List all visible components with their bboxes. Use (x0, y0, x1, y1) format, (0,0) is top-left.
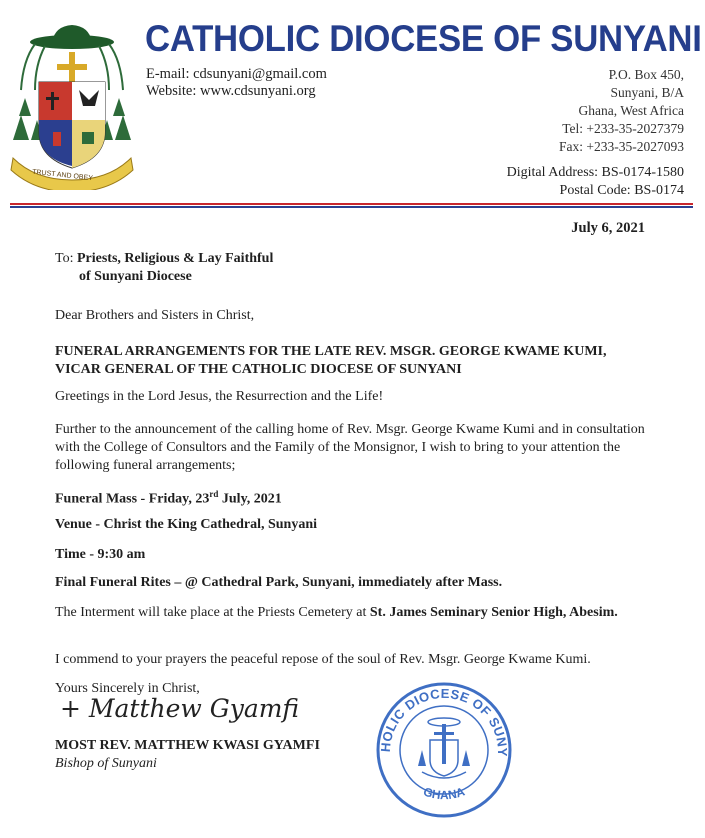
signer-name: MOST REV. MATTHEW KWASI GYAMFI (55, 738, 320, 753)
body-paragraph: Further to the announcement of the calling home of Rev. Msgr. George Kwame Kumi and in consultation with the College of Consultors and the Family of the Monsignor, I wish to bring to your attention the following funeral arrangements; (55, 422, 645, 473)
diocese-stamp (374, 680, 514, 820)
mass-prefix: Funeral Mass - Friday, 23 (55, 491, 210, 507)
diocese-coat-of-arms (5, 20, 140, 190)
greeting: Greetings in the Lord Jesus, the Resurrection and the Life! (55, 389, 384, 404)
website-text: Website: www.cdsunyani.org (146, 83, 316, 99)
email-text: E-mail: cdsunyani@gmail.com (146, 66, 327, 82)
divider-blue (10, 206, 693, 208)
digital-address-block (507, 164, 684, 200)
address-line: Tel: +233-35-2027379 (562, 121, 684, 136)
salutation: Dear Brothers and Sisters in Christ, (55, 308, 255, 323)
address-line: Ghana, West Africa (578, 103, 684, 118)
letter-date: July 6, 2021 (571, 220, 645, 236)
stamp-text-top: HOLIC DIOCESE OF SUNY (377, 685, 511, 756)
divider-red (10, 203, 693, 205)
venue: Venue - Christ the King Cathedral, Sunyani (55, 517, 318, 532)
interment-place: St. James Seminary Senior High, Abesim. (369, 605, 618, 620)
recipient-line1: Priests, Religious & Lay Faithful (76, 251, 274, 266)
postal-code: Postal Code: BS-0174 (559, 183, 684, 198)
to-prefix: To: (55, 251, 74, 266)
digital-address: Digital Address: BS-0174-1580 (506, 165, 684, 180)
motto-text: TRUST AND OBEY (31, 168, 94, 183)
interment (55, 604, 655, 622)
recipient-line2: of Sunyani Diocese (79, 269, 192, 284)
address-line: P.O. Box 450, (608, 67, 684, 82)
address-line: Sunyani, B/A (610, 85, 684, 100)
page-title: CATHOLIC DIOCESE OF SUNYANI (145, 18, 702, 59)
final-rites: Final Funeral Rites – @ Cathedral Park, Sunyani, immediately after Mass. (55, 575, 503, 590)
postal-address (559, 66, 684, 156)
subject-block (55, 343, 655, 379)
subject-line1: FUNERAL ARRANGEMENTS FOR THE LATE REV. MSGR. GEORGE KWAME KUMI, (55, 344, 607, 359)
recipient-block (55, 250, 655, 286)
contact-left (146, 66, 327, 100)
time: Time - 9:30 am (55, 547, 146, 562)
address-line: Fax: +233-35-2027093 (559, 139, 684, 154)
commendation: I commend to your prayers the peaceful repose of the soul of Rev. Msgr. George Kwame Kumi. (55, 652, 591, 667)
subject-line2: VICAR GENERAL OF THE CATHOLIC DIOCESE OF SUNYANI (55, 362, 462, 377)
mass-suffix: July, 2021 (218, 491, 282, 507)
svg-text:GHANA (422, 784, 467, 802)
signer-title: Bishop of Sunyani (55, 756, 157, 771)
interment-prefix: The Interment will take place at the Priests Cemetery at (55, 605, 370, 620)
mass-sup: rd (209, 489, 219, 499)
closing: Yours Sincerely in Christ, (55, 681, 200, 696)
handwritten-signature: + Matthew Gyamfi (60, 694, 300, 723)
stamp-text-bottom: GHANA (421, 784, 467, 803)
funeral-mass (55, 485, 655, 509)
